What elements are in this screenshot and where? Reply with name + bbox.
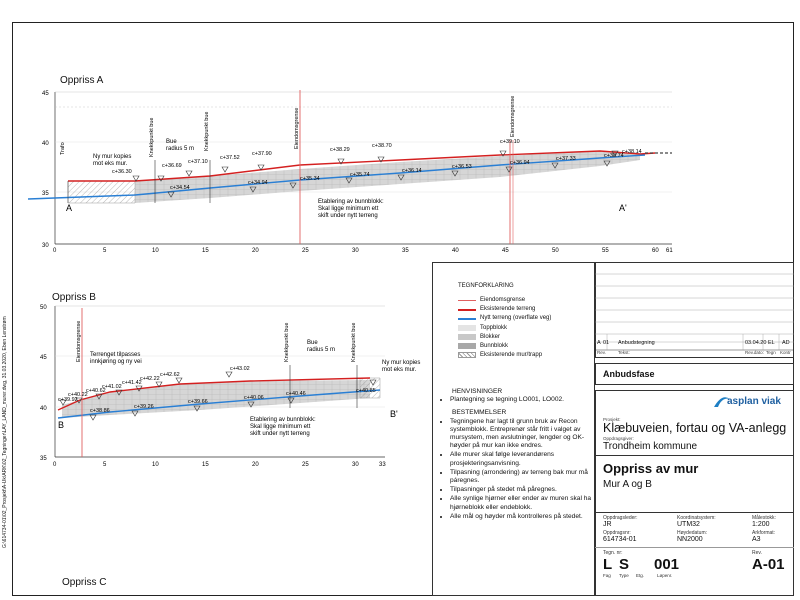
b-top-elev: c+42.22 [140,376,160,382]
oppdragsnr-value: 614734-01 [603,536,637,543]
logo-text: asplan viak [727,396,781,407]
oppriss-b-title: Oppriss B [52,292,96,303]
new-terrain-swatch [458,318,476,320]
a-top-elev: c+37.52 [220,155,240,161]
a-bot-elev: c+36.14 [402,168,422,174]
b-eiendom-label: Eiendomsgrense [76,320,82,362]
oppriss-c-title: Oppriss C [62,577,107,588]
a-xtick-0: 0 [53,248,57,254]
notes [438,388,593,522]
a-start-label: A [66,203,73,213]
a-xtick-5: 5 [103,248,107,254]
hoydedatum-value: NN2000 [677,536,703,543]
henvisning-item: • Plantegning se tegning LO001, LO002. [450,396,593,404]
a-ytick-30: 30 [42,243,49,249]
a-bue-label: Bue [166,139,177,145]
blokker-swatch [458,334,476,340]
bestemmelse-item: • Alle mål og høyder må kontrolleres på stedet. [450,513,593,521]
b-xtick-33: 33 [379,462,386,468]
a-top-elev: c+38.70 [372,143,392,149]
rev-drawn-by: EL [768,340,775,346]
b-bot-elev: c+39.26 [134,404,154,410]
a-existing-wall-hatch [68,181,135,203]
rev-header-rev: Rev. [597,350,606,355]
legend-item: Eiendomsgrense [480,297,525,305]
b-terreng-label-2: innkjøring og ny vei [90,359,142,365]
oppriss-a-chart [0,85,690,255]
a-etabl-label-2: Skal ligge minimum ett [318,206,379,212]
a-xtick-50: 50 [552,248,559,254]
drawing-type: S [619,556,630,573]
b-xtick-15: 15 [202,462,209,468]
rev-header-by: Tegn [766,350,776,355]
a-bue-radius-label: radius 5 m [166,146,195,152]
b-xtick-30: 30 [352,462,359,468]
phase-label: Anbudsfase [603,369,655,379]
b-xtick-25: 25 [302,462,309,468]
bestemmelser-title: BESTEMMELSER [452,409,507,417]
existing-wall-swatch [458,352,476,358]
rev-date: 03.04.20 [745,340,767,346]
a-ytick-35: 35 [42,191,49,197]
rev-label: Rev. [752,550,762,556]
drawing-subtitle: Mur A og B [603,479,652,490]
legend [438,293,588,373]
divider [595,455,794,456]
drawing-lopenr: 001 [654,556,680,573]
b-bot-elev: c+40.46 [286,391,306,397]
b-bot-elev: c+38.86 [90,408,110,414]
a-top-elev: c+39.10 [500,139,520,145]
oppdragsgiver-label: Oppdragsgiver: [603,436,634,441]
a-bot-elev: c+35.34 [300,176,320,182]
b-terreng-label-1: Terrenget tilpasses [90,352,141,358]
file-path-text: G:\614734-01\02_Prosjekt\A-Uk\ARK\02_Tegninger\LAY_LAND_murer.dwg, 31.03.2020, Eben Lenstrøm [2,316,8,548]
lopenr-label: Løpenr. [657,573,673,578]
a-xtick-20: 20 [252,248,259,254]
b-ytick-35: 35 [40,456,47,462]
b-bue-radius-label: radius 5 m [307,347,336,353]
b-xtick-5: 5 [103,462,107,468]
oppdragsnr-label: Oppdragsnr: [603,530,631,536]
legend-title: TEGNFORKLARING [458,283,514,289]
rev-header-text: Tekst: [618,350,630,355]
b-nymur-label-2: mot eks mur. [382,367,417,373]
b-bot-elev: c+40.06 [244,395,264,401]
a-bot-elev: c+36.53 [452,164,472,170]
b-top-elev: c+40.62 [86,388,106,394]
a-top-elev: c+36.30 [112,169,132,175]
bestemmelse-item: • Tegningene har lagt til grunn bruk av Recon systemblokk. Entreprenør står fritt i valget av mursystem, men avslutninger, lengder og OK-høyder på mur kan ikke endres. [450,418,593,451]
koordinat-label: Koordinatsystem: [677,515,716,521]
b-ytick-50: 50 [40,305,47,311]
arkformat-label: Arkformat: [752,530,776,536]
legend-item: Toppblokk [480,325,507,333]
rev-checked-by: AD [782,340,790,346]
legend-item: Eksisterende mur/trapp [480,352,542,360]
bunnblokk-swatch [458,343,476,349]
a-etabl-label-1: Etablering av bunnblokk: [318,199,384,205]
b-knekk-label-2: Knekkpunkt bue [351,322,357,362]
a-xtick-40: 40 [452,248,459,254]
a-xtick-60: 60 [652,248,659,254]
drawing-title: Oppriss av mur [603,461,699,476]
b-ytick-45: 45 [40,355,47,361]
b-bue-label: Bue [307,340,318,346]
rev-header-date: Rev.dato: [745,350,764,355]
b-xtick-10: 10 [152,462,159,468]
rev-number: 01 [603,340,610,346]
client-name: Trondheim kommune [603,441,698,452]
b-etabl-label-3: skift under nytt terreng [250,431,310,437]
a-bot-elev: c+35.74 [350,172,370,178]
a-end-label: A' [619,203,627,213]
b-top-elev: c+40.85 [356,388,376,394]
b-top-elev: c+40.22 [68,392,88,398]
a-xtick-35: 35 [402,248,409,254]
a-xtick-45: 45 [502,248,509,254]
a-knekk-label-1: Knekkpunkt bue [149,117,155,157]
a-nymur-label-1: Ny mur kopies [93,154,132,160]
oppriss-b-chart [0,300,430,470]
a-xtick-61: 61 [666,248,673,254]
drawing-rev: A-01 [752,556,785,573]
b-ytick-40: 40 [40,406,47,412]
a-top-elev: c+37.10 [188,159,208,165]
b-top-elev: c+43.02 [230,366,250,372]
rev-text: Anbudstegning [618,340,655,346]
a-xtick-55: 55 [602,248,609,254]
a-top-elev: c+38.29 [330,147,350,153]
a-etabl-label-3: skift under nytt terreng [318,213,378,219]
b-top-elev: c+39.92 [58,397,78,403]
b-bot-elev: c+39.66 [188,399,208,405]
rev-header-ctrl: Kontr [780,350,791,355]
b-knekk-label-1: Knekkpunkt bue [284,322,290,362]
b-top-elev: c+41.02 [102,384,122,390]
a-xtick-15: 15 [202,248,209,254]
bestemmelse-item: • Tilpasning (arrondering) av terreng bak mur må páregnes. [450,469,593,485]
bestemmelse-item: • Alle synlige hjørner eller ender av muren skal ha hjørneblokk eller endeblokk. [450,495,593,511]
prosjekt-label: Prosjekt: [603,417,621,422]
oppriss-a-title: Oppriss A [60,75,104,86]
a-eiendom-label-2: Eiendomsgrense [510,95,516,137]
a-ytick-45: 45 [42,91,49,97]
a-bot-elev: c+37.33 [556,156,576,162]
legend-item: Nytt terreng (overflate veg) [480,315,551,323]
toppblokk-swatch [458,325,476,331]
divider [595,512,794,513]
b-xtick-0: 0 [53,462,57,468]
b-nymur-label-1: Ny mur kopies [382,360,421,366]
b-etabl-label-1: Etablering av bunnblokk: [250,417,316,423]
a-xtick-25: 25 [302,248,309,254]
b-xtick-20: 20 [252,462,259,468]
divider [595,547,794,548]
b-end-label: B' [390,409,398,419]
a-trafo-label: Trafo [60,142,66,155]
a-top-elev: c+36.69 [162,163,182,169]
a-xtick-10: 10 [152,248,159,254]
a-eiendom-label-1: Eiendomsgrense [294,107,300,149]
b-top-elev: c+42.62 [160,372,180,378]
existing-terrain-swatch [458,309,476,311]
rev-letter: A [597,340,601,346]
a-ytick-40: 40 [42,141,49,147]
etg-label: Etg. [636,573,645,578]
a-bot-elev: c+34.54 [170,185,190,191]
malestokk-label: Målestokk: [752,515,776,521]
oppdragsleder-value: JR [603,521,612,528]
a-top-elev: c+38.14 [622,149,642,155]
b-etabl-label-2: Skal ligge minimum ett [250,424,311,430]
a-nymur-label-2: mot eks mur. [93,161,128,167]
drawing-fag: L [603,556,613,573]
legend-item: Bunnblokk [480,343,508,351]
property-line-swatch [458,300,476,301]
a-bot-elev: c+34.94 [248,180,268,186]
arkformat-value: A3 [752,536,761,543]
bestemmelse-item: • Alle murer skal følge leverandørens prosjekteringsanvisning. [450,451,593,467]
type-label: Type [619,573,629,578]
henvisninger-title: HENVISNINGER [452,388,503,395]
a-top-elev: c+38.74 [604,153,624,159]
b-top-elev: c+41.42 [122,380,142,386]
bestemmelse-item: • Tilpasninger på stedet må påregnes. [450,486,593,494]
oppdragsleder-label: Oppdragsleder: [603,515,638,521]
a-xtick-30: 30 [352,248,359,254]
legend-item: Blokker [480,334,500,342]
project-name: Klæbuveien, fortau og VA-anlegg [603,421,787,435]
legend-item: Eksisterende terreng [480,306,535,314]
hoydedatum-label: Høydedatum: [677,530,708,536]
koordinat-value: UTM32 [677,521,700,528]
a-top-elev: c+37.90 [252,151,272,157]
b-start-label: B [58,420,65,430]
tegnnr-label: Tegn. nr: [603,550,623,556]
a-knekk-label-2: Knekkpunkt bue [204,111,210,151]
fag-label: Fag [603,573,611,578]
malestokk-value: 1:200 [752,521,770,528]
a-bot-elev: c+36.94 [510,160,530,166]
